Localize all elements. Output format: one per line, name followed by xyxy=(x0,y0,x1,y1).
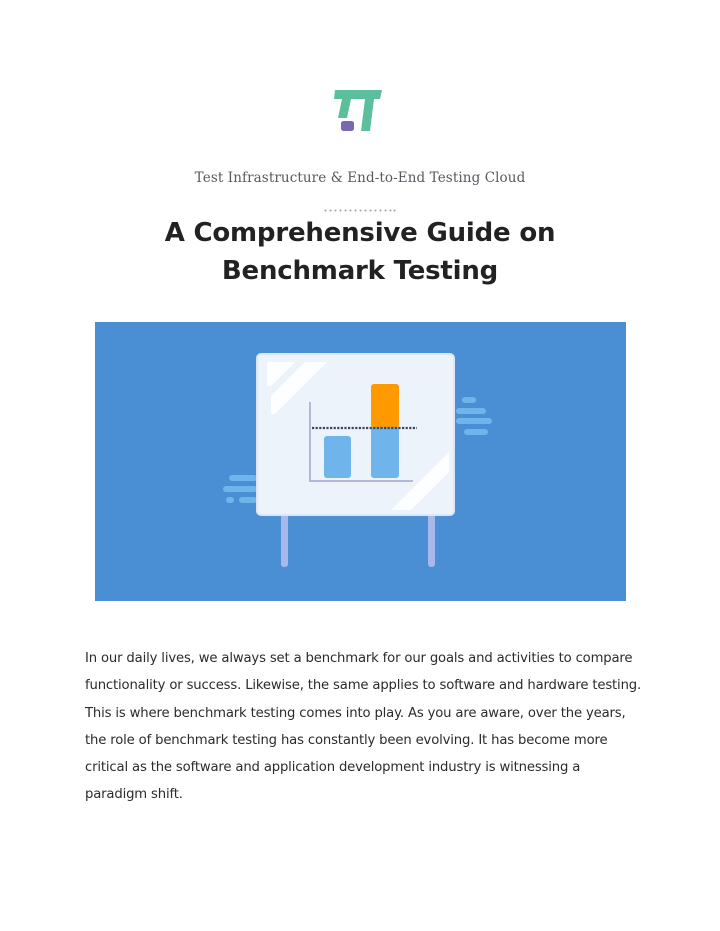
divider-dots xyxy=(324,209,396,212)
article-title: A Comprehensive Guide on Benchmark Testing xyxy=(164,218,556,286)
testing-logo-icon xyxy=(333,88,383,133)
speed-lines-left-icon xyxy=(223,475,257,503)
benchmark-board-illustration xyxy=(95,322,626,601)
speed-lines-right-icon xyxy=(456,397,492,435)
hero-image xyxy=(95,322,626,601)
article-intro: In our daily lives, we always set a benchmark for our goals and activities to compare functionality or success. Likewise, the same applies to software and hardware testing. This is where benchmark testing comes into play. As you are aware, over the years, the role of benchmark testing has constantly been evolving. It has become more critical as the software and application development industry is witnessing a paradigm shift. xyxy=(85,651,642,803)
tagline: Test Infrastructure & End-to-End Testing Cloud xyxy=(194,170,526,186)
